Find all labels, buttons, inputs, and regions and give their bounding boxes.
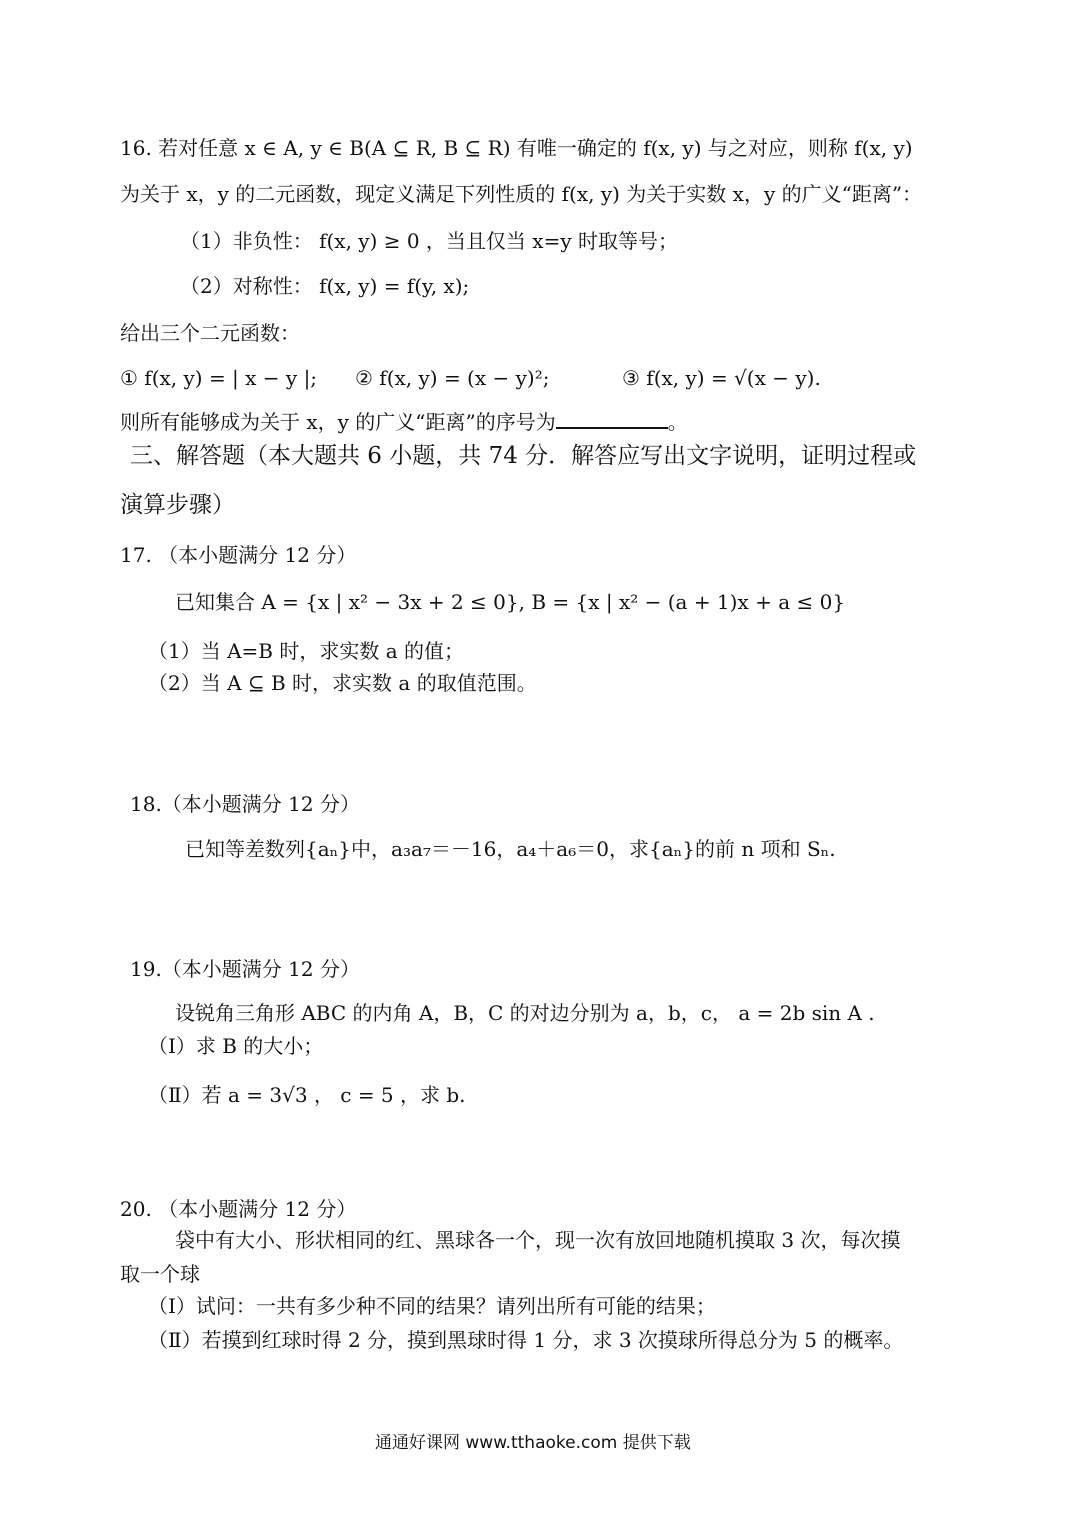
q19-heading: 19.（本小题满分 12 分） xyxy=(130,957,360,981)
q19-part-2: （Ⅱ）若 a = 3√3 ， c = 5 ，求 b. xyxy=(148,1083,466,1107)
q16-function-1: ① f(x, y) = | x − y |; xyxy=(120,366,318,390)
q17-stem: 已知集合 A = {x | x² − 3x + 2 ≤ 0}, B = {x | x² − (a + 1)x + a ≤ 0} xyxy=(175,590,846,614)
q18-stem: 已知等差数列{aₙ}中，a₃a₇＝－16，a₄＋a₆＝0，求{aₙ}的前 n 项和 Sₙ. xyxy=(185,837,836,861)
q20-stem-line1: 袋中有大小、形状相同的红、黑球各一个，现一次有放回地随机摸取 3 次，每次摸 xyxy=(175,1228,901,1252)
q16-line2: 为关于 x，y 的二元函数，现定义满足下列性质的 f(x, y) 为关于实数 x，y 的广义“距离”： xyxy=(120,182,923,206)
q16-question-text: 则所有能够成为关于 x，y 的广义“距离”的序号为 xyxy=(120,410,556,434)
q20-stem-line2: 取一个球 xyxy=(120,1262,200,1286)
section-3-title-cont: 演算步骤） xyxy=(120,492,235,518)
q16-property-2: （2）对称性： f(x, y) = f(y, x); xyxy=(180,274,470,298)
q19-part-1: （Ⅰ）求 B 的大小； xyxy=(148,1034,324,1058)
q20-part-2: （Ⅱ）若摸到红球时得 2 分，摸到黑球时得 1 分，求 3 次摸球所得总分为 5 的概率。 xyxy=(148,1328,904,1352)
section-3-title: 三、解答题（本大题共 6 小题，共 74 分．解答应写出文字说明，证明过程或 xyxy=(130,443,917,469)
q17-part-2: （2）当 A ⊆ B 时，求实数 a 的取值范围。 xyxy=(148,671,537,695)
q16-given: 给出三个二元函数： xyxy=(120,321,300,345)
q16-line1: 16. 若对任意 x ∈ A, y ∈ B(A ⊆ R, B ⊆ R) 有唯一确定的 f(x, y) 与之对应，则称 f(x, y) xyxy=(120,136,913,160)
q16-property-1: （1）非负性： f(x, y) ≥ 0 ，当且仅当 x=y 时取等号； xyxy=(180,229,678,253)
page-footer: 通通好课网 www.tthaoke.com 提供下载 xyxy=(375,1433,691,1453)
answer-blank xyxy=(556,409,668,429)
q16-question xyxy=(120,409,688,435)
q16-function-3: ③ f(x, y) = √(x − y). xyxy=(622,366,821,390)
q20-heading: 20. （本小题满分 12 分） xyxy=(120,1197,357,1221)
q17-heading: 17. （本小题满分 12 分） xyxy=(120,543,357,567)
q17-part-1: （1）当 A=B 时，求实数 a 的值； xyxy=(148,639,464,663)
q20-part-1: （Ⅰ）试问：一共有多少种不同的结果？请列出所有可能的结果； xyxy=(148,1294,716,1318)
q18-heading: 18.（本小题满分 12 分） xyxy=(130,792,360,816)
q16-question-end: 。 xyxy=(667,410,688,434)
q16-function-2: ② f(x, y) = (x − y)²; xyxy=(355,366,550,390)
q19-stem: 设锐角三角形 ABC 的内角 A，B，C 的对边分别为 a，b，c， a = 2b sin A . xyxy=(175,1001,875,1025)
